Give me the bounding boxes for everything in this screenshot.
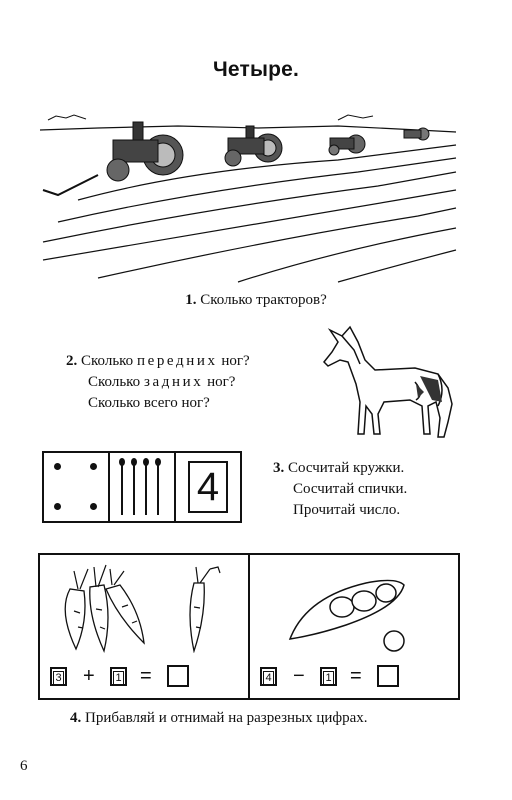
question-3-line-2: Сосчитай спички. xyxy=(293,481,408,497)
question-3-number: 3. xyxy=(273,460,285,476)
question-4-text: Прибавляй и отнимай на разрезных цифрах. xyxy=(85,710,368,726)
tractors-field-illustration xyxy=(38,100,458,285)
question-1-text: Сколько тракторов? xyxy=(200,292,327,308)
question-2-line-1-word-c: ног? xyxy=(221,353,250,369)
question-3-line-3: Прочитай число. xyxy=(293,502,401,518)
question-3-line-1 xyxy=(273,458,407,479)
question-2-line-1-word-b: передних xyxy=(136,353,218,369)
question-2-line-2-word-a: Сколько xyxy=(88,374,141,390)
question-3 xyxy=(273,458,407,521)
number-tile xyxy=(320,667,337,686)
task-4-divider xyxy=(248,555,250,698)
question-4 xyxy=(70,708,368,729)
question-2-line-2-word-c: ног? xyxy=(207,374,236,390)
dot-icon xyxy=(54,503,61,510)
answer-box xyxy=(377,665,399,687)
dot-icon xyxy=(90,463,97,470)
equals-sign: = xyxy=(350,665,362,687)
card-divider-1 xyxy=(108,453,110,521)
question-2-line-2 xyxy=(66,372,250,393)
question-1-number: 1. xyxy=(185,292,197,308)
peas-illustration xyxy=(286,567,446,657)
matches-icon xyxy=(114,457,170,519)
page-title: Четыре. xyxy=(212,58,300,81)
dot-icon xyxy=(90,503,97,510)
equals-sign: = xyxy=(140,665,152,687)
number-tile xyxy=(50,667,67,686)
number-tile xyxy=(110,667,127,686)
answer-box xyxy=(167,665,189,687)
dot-icon xyxy=(54,463,61,470)
question-2-line-1 xyxy=(66,351,250,372)
counting-card xyxy=(42,451,242,523)
number-tile-value: 1 xyxy=(113,671,124,686)
horse-illustration xyxy=(320,322,460,440)
card-divider-2 xyxy=(174,453,176,521)
question-4-number: 4. xyxy=(70,710,82,726)
page-number: 6 xyxy=(20,758,28,774)
question-1 xyxy=(0,290,512,311)
number-tile-value: 3 xyxy=(53,671,64,686)
plus-sign: + xyxy=(83,665,95,687)
question-2-line-3: Сколько всего ног? xyxy=(88,395,210,411)
question-2 xyxy=(66,351,250,414)
question-2-number: 2. xyxy=(66,353,78,369)
number-tile-value: 4 xyxy=(263,671,274,686)
task-4-panel xyxy=(38,553,460,700)
number-tile xyxy=(260,667,277,686)
digit-card: 4 xyxy=(188,461,228,513)
question-2-line-2-word-b: задних xyxy=(143,374,204,390)
question-3-line-1-text: Сосчитай кружки. xyxy=(288,460,405,476)
question-2-line-1-word-a: Сколько xyxy=(81,353,134,369)
minus-sign: − xyxy=(293,665,305,687)
carrots-illustration xyxy=(48,561,238,653)
number-tile-value: 1 xyxy=(323,671,334,686)
